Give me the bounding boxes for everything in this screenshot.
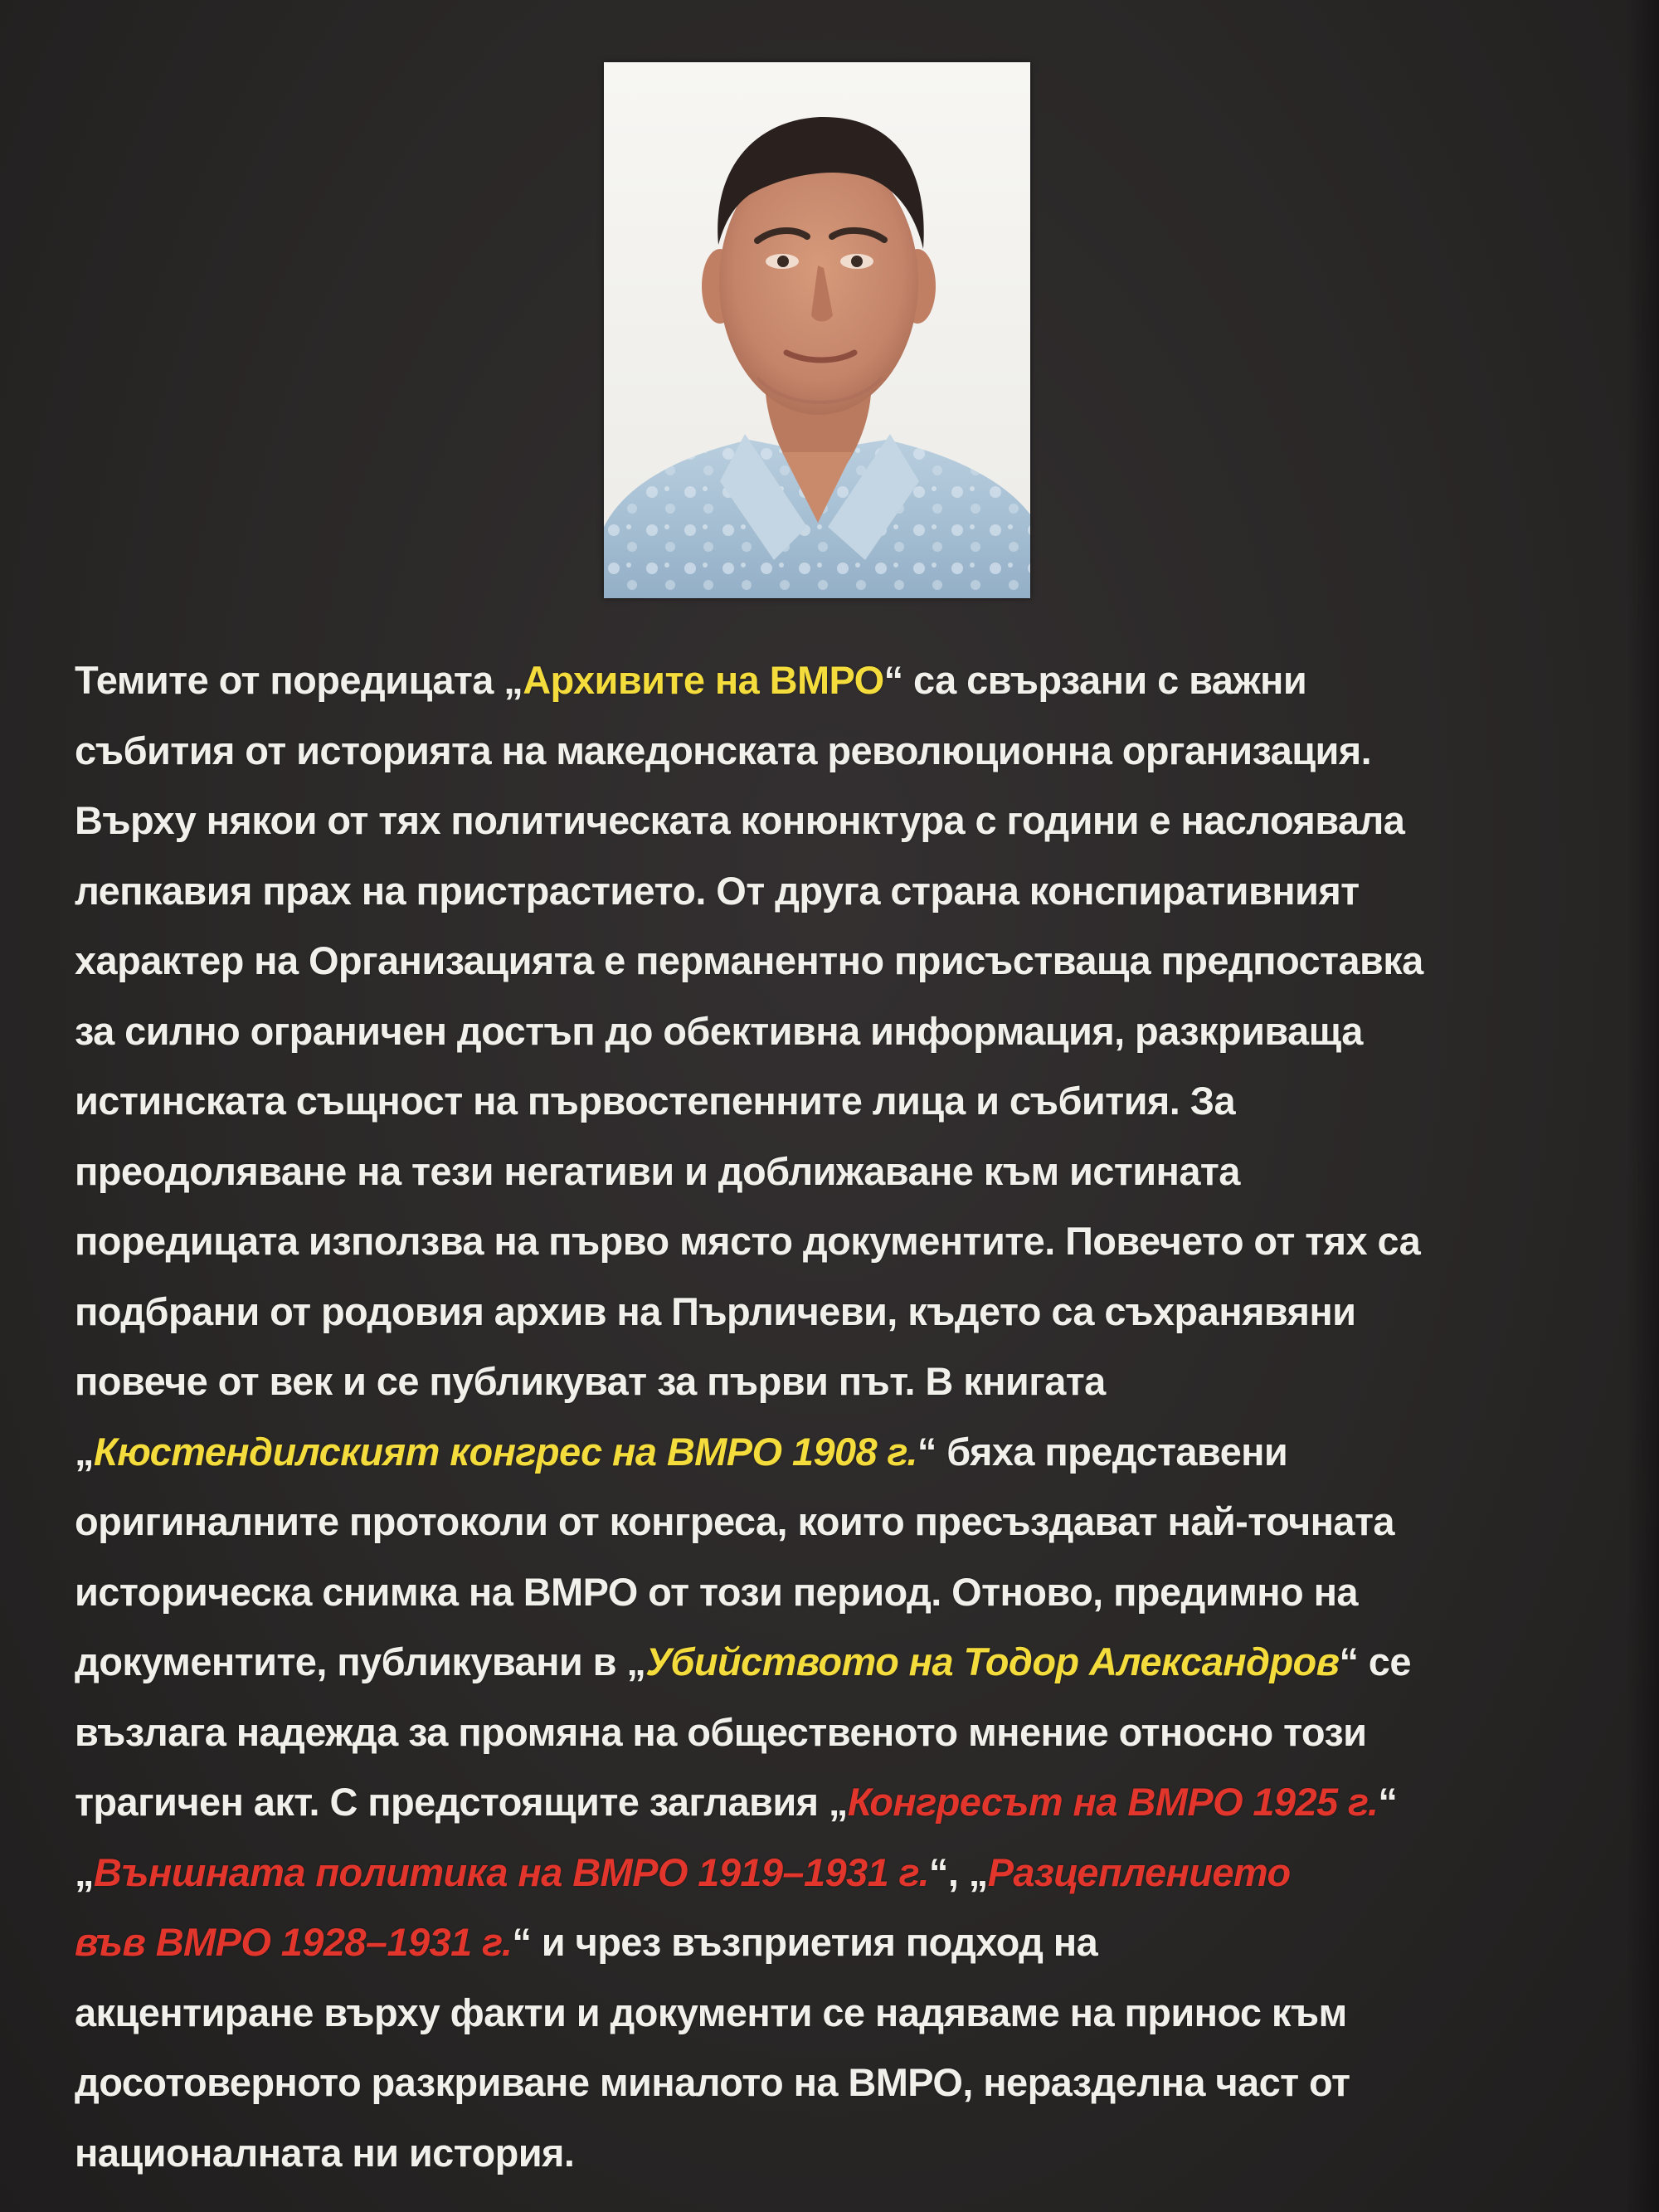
description-text: събития от историята на македонската революционна организация. (75, 728, 1372, 772)
description-line (75, 1767, 1584, 1838)
description-line (75, 1978, 1584, 2049)
description-text: повече от век и се публикуват за първи път. В книгата (75, 1359, 1106, 1403)
description-text: за силно ограничен достъп до обективна информация, разкриваща (75, 1008, 1363, 1053)
description-line (75, 1557, 1584, 1628)
highlighted-title: Кюстендилският конгрес на ВМРО 1908 г. (93, 1429, 917, 1474)
description-text: подбрани от родовия архив на Пърличеви, където са съхранявяни (75, 1289, 1356, 1333)
description-text: трагичен акт. С предстоящите заглавия „ (75, 1780, 848, 1824)
description-text: възлага надежда за промяна на общественото мнение относно този (75, 1709, 1367, 1754)
description-line (75, 1487, 1584, 1557)
description-line (75, 1838, 1584, 1908)
description-line (75, 1417, 1584, 1488)
cover-edge-shadow (1626, 0, 1659, 2212)
description-text: акцентиране върху факти и документи се надяваме на принос към (75, 1990, 1347, 2034)
description-line (75, 1698, 1584, 1768)
description-text: историческа снимка на ВМРО от този период. Отново, предимно на (75, 1569, 1358, 1614)
description-line (75, 996, 1584, 1067)
highlighted-title: във ВМРО 1928–1931 г. (75, 1920, 513, 1964)
description-text: характер на Организацията е перманентно присъстваща предпоставка (75, 938, 1423, 982)
description-line (75, 1206, 1584, 1277)
description-text: истинската същност на първостепенните лица и събития. За (75, 1079, 1236, 1123)
description-text: “ са свързани с важни (883, 658, 1307, 702)
description-text: “, „ (928, 1849, 988, 1894)
description-text: досотоверното разкриване миналото на ВМРО, неразделна част от (75, 2060, 1350, 2104)
description-line (75, 1627, 1584, 1698)
description-line (75, 646, 1584, 716)
description-line (75, 856, 1584, 927)
highlighted-title: Външната политика на ВМРО 1919–1931 г. (93, 1849, 929, 1894)
description-line (75, 2118, 1584, 2189)
description-text: поредицата използва на първо място документите. Повечето от тях са (75, 1219, 1421, 1263)
description-text: “ се (1339, 1640, 1411, 1683)
description-text: националната ни история. (75, 2130, 575, 2175)
description-text: документите, публикувани в „ (75, 1640, 646, 1683)
highlighted-title: Разцеплението (987, 1849, 1291, 1894)
description-line (75, 1907, 1584, 1978)
description-text: „ (75, 1429, 94, 1474)
description-line (75, 1277, 1584, 1347)
description-line (75, 1066, 1584, 1137)
highlighted-title: Убийството на Тодор Александров (645, 1640, 1340, 1683)
description-line (75, 926, 1584, 996)
author-photo (604, 62, 1030, 598)
description-line (75, 1347, 1584, 1417)
description-line (75, 716, 1584, 787)
description-text: „ (75, 1849, 94, 1894)
description-text: оригиналните протоколи от конгреса, които пресъздават най-точната (75, 1499, 1394, 1543)
description-text: “ (1378, 1780, 1398, 1824)
author-portrait-icon (604, 62, 1030, 598)
description-text: “ бяха представени (917, 1429, 1288, 1474)
description-line (75, 1137, 1584, 1207)
description-text: Върху някои от тях политическата конюнктура с години е наслоявала (75, 798, 1405, 842)
highlighted-title: Конгресът на ВМРО 1925 г. (847, 1780, 1379, 1824)
description-text: “ и чрез възприетия подход на (512, 1920, 1098, 1964)
description-line (75, 2048, 1584, 2118)
book-description (75, 646, 1584, 2188)
description-text: Темите от поредицата „ (75, 658, 523, 702)
description-text: преодоляване на тези негативи и доближаване към истината (75, 1148, 1240, 1193)
description-text: лепкавия прах на пристрастието. От друга страна конспиративният (75, 868, 1360, 913)
description-line (75, 786, 1584, 856)
highlighted-title: Архивите на ВМРО (523, 658, 884, 702)
